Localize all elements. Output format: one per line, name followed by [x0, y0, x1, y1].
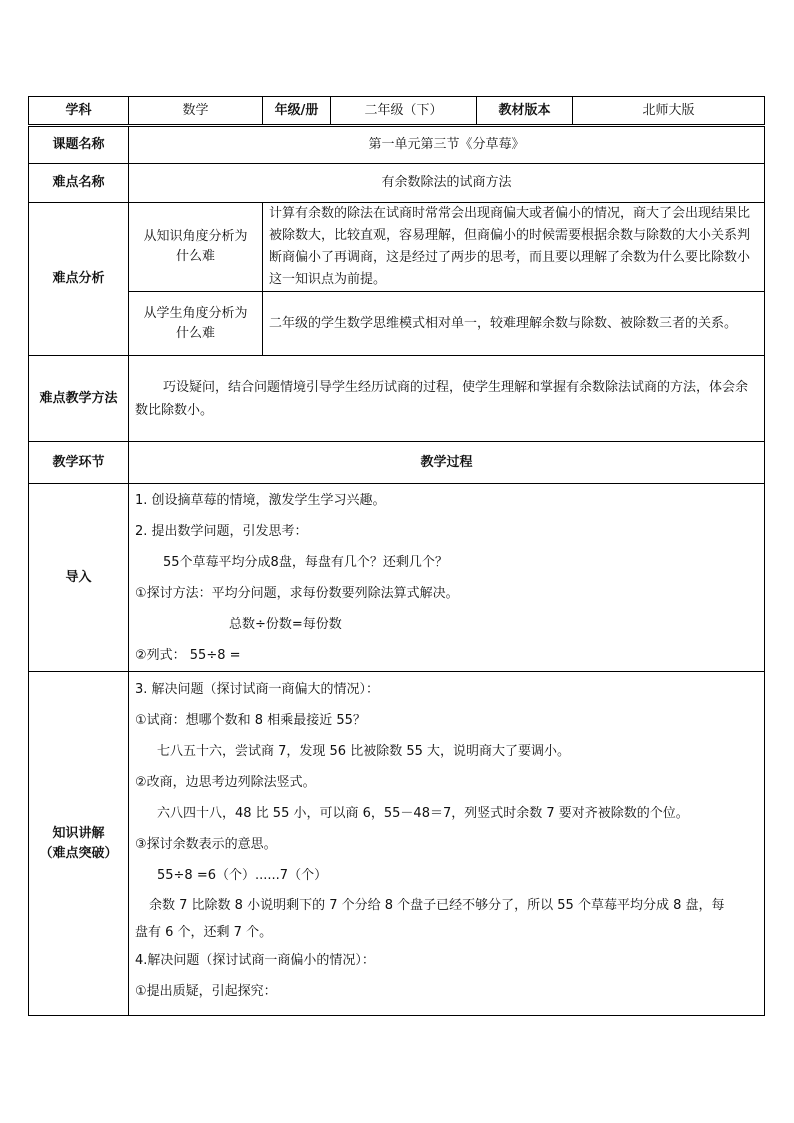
lesson-plan-table — [28, 96, 765, 1016]
knowledge-angle-label — [129, 203, 263, 292]
intro-line-6: ②列式： 55÷8 = — [135, 647, 241, 663]
intro-label: 导入 — [29, 484, 129, 672]
difficulty-row — [29, 164, 765, 203]
knowledge-row — [29, 672, 765, 1016]
difficulty-value: 有余数除法的试商方法 — [129, 164, 765, 203]
knowledge-line-10: 4.解决问题（探讨试商一商偏小的情况）： — [135, 952, 375, 968]
analysis-row-student — [29, 292, 765, 356]
subject-value: 数学 — [129, 97, 263, 126]
knowledge-angle-analysis: 计算有余数的除法在试商时常常会出现商偏大或者偏小的情况，商大了会出现结果比被除数大，比较直观，容易理解，但商偏小的时候需要根据余数与除数的大小关系判断商偏小了再调商，这是经过了两步的思考，而且要以理解了余数为什么要比除数小这一知识点为前提。 — [263, 203, 765, 292]
lesson-title-label: 课题名称 — [29, 126, 129, 164]
knowledge-label — [29, 672, 129, 1016]
knowledge-line-2: ①试商：想哪个数和 8 相乘最接近 55？ — [135, 712, 366, 728]
knowledge-angle-text: 从知识角度分析为什么难 — [143, 229, 248, 264]
stage-header: 教学环节 — [29, 442, 129, 484]
knowledge-line-4: ②改商，边思考边列除法竖式。 — [135, 774, 316, 790]
knowledge-line-3: 七八五十六，尝试商 7，发现 56 比被除数 55 大，说明商大了要调小。 — [157, 743, 571, 759]
student-angle-text: 从学生角度分析为什么难 — [143, 305, 248, 341]
lesson-title-value: 第一单元第三节《分草莓》 — [129, 126, 765, 164]
teaching-method-label: 难点教学方法 — [29, 356, 129, 442]
knowledge-line-1: 3. 解决问题（探讨试商一商偏大的情况）： — [135, 681, 380, 697]
process-header-row — [29, 442, 765, 484]
analysis-label: 难点分析 — [29, 203, 129, 356]
knowledge-line-5: 六八四十八，48 比 55 小，可以商 6，55－48＝7，列竖式时余数 7 要对齐被除数的个位。 — [157, 805, 689, 821]
analysis-row-knowledge — [29, 203, 765, 292]
intro-line-4: ①探讨方法：平均分问题，求每份数要列除法算式解决。 — [135, 585, 459, 601]
subject-label: 学科 — [29, 97, 129, 126]
difficulty-label: 难点名称 — [29, 164, 129, 203]
knowledge-line-7: 55÷8 =6（个）......7（个） — [157, 867, 328, 883]
grade-label: 年级/册 — [263, 97, 331, 126]
intro-row — [29, 484, 765, 672]
title-row — [29, 126, 765, 164]
knowledge-label-main: 知识讲解 — [52, 825, 105, 841]
edition-value: 北师大版 — [573, 97, 765, 126]
method-row — [29, 356, 765, 442]
process-header: 教学过程 — [129, 442, 765, 484]
header-row — [29, 97, 765, 126]
knowledge-content — [129, 672, 765, 1016]
intro-line-3: 55个草莓平均分成8盘，每盘有几个？还剩几个？ — [163, 554, 448, 570]
student-angle-label — [129, 292, 263, 356]
knowledge-line-6: ③探讨余数表示的意思。 — [135, 836, 277, 852]
knowledge-line-9: 盘有 6 个，还剩 7 个。 — [135, 925, 273, 940]
grade-value: 二年级（下） — [331, 97, 477, 126]
student-angle-analysis: 二年级的学生数学思维模式相对单一，较难理解余数与除数、被除数三者的关系。 — [263, 292, 765, 356]
knowledge-label-sub: （难点突破） — [39, 845, 118, 861]
knowledge-line-8: 余数 7 比除数 8 小说明剩下的 7 个分给 8 个盘子已经不够分了，所以 55 个草莓平均分成 8 盘，每 — [149, 898, 725, 913]
teaching-method-text: 巧设疑问，结合问题情境引导学生经历试商的过程，使学生理解和掌握有余数除法试商的方法，体会余数比除数小。 — [129, 356, 765, 442]
knowledge-line-11: ①提出质疑，引起探究： — [135, 983, 277, 999]
intro-line-2: 2. 提出数学问题，引发思考： — [135, 523, 308, 539]
intro-content — [129, 484, 765, 672]
edition-label: 教材版本 — [477, 97, 573, 126]
intro-line-1: 1. 创设摘草莓的情境，激发学生学习兴趣。 — [135, 492, 386, 508]
intro-line-5: 总数÷份数=每份数 — [229, 616, 342, 632]
